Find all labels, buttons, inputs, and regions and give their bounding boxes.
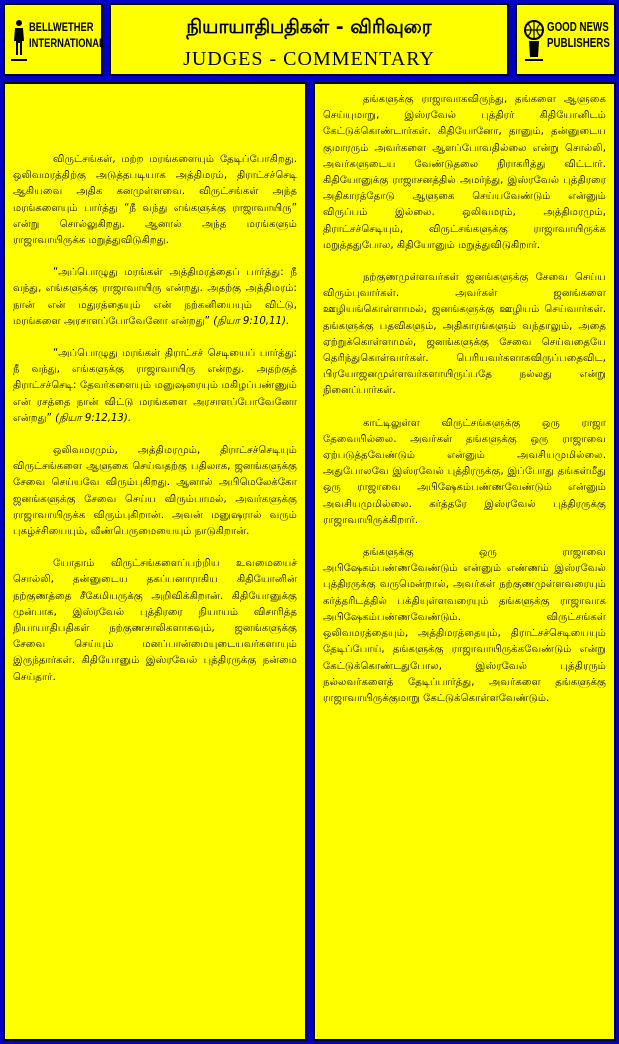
left-column	[3, 82, 307, 1041]
bellwether-logo-box	[3, 3, 103, 76]
left-paragraph-1: விருட்சங்கள், மற்ற மரங்களையும் தேடிப்போகிறது. ஒலிவமரத்திற்கு அடுத்தபடியாக அத்திமரம், திராட்சச்செடி ஆகியவை அதிக கனமுள்ளவை. விருட்சங்கள் அந்த மரங்களையும் பார்த்து “நீ வந்து எங்களுக்கு ராஜாவாயிரு” என்று சொல்லுகிறது. ஆனால் அந்த மரங்களும் ராஜாவாயிருக்க மறுத்துவிடுகிறது.	[13, 154, 297, 247]
bellwether-logo-line2: INTERNATIONAL	[29, 36, 105, 50]
left-column-text	[13, 152, 297, 1033]
good-news-logo	[517, 5, 614, 74]
right-paragraph-1: தங்களுக்கு ராஜாவாகவிருந்து, தங்களை ஆளுகை செய்யுமாறு, இஸ்ரவேல் புத்திரர் கிதியோனிடம் கேட்டுக்கொண்டார்கள். கிதியோனோ, தானும், தன்னுடைய குமாரரும் அவர்களை ஆளப்போவதில்லை என்று சொல்லி, அவர்களுடைய வேண்டுதலை நிராகரித்து விட்டார். கிதியோனுக்கு ராஜாசனத்தில் அமர்ந்து, இஸ்ரவேல் புத்திரரை அதிகாரத்தோடு ஆளுகை செய்யவேண்டும் என்னும் விருப்பம் இல்லை. ஒலிவமரம், அத்திமரமும், திராட்சச்செடியும், விருட்சங்களுக்கு ராஜாவாயிருக்க மறுத்ததுபோல, கிதியோனும் மறுத்துவிடுகிறார்.	[323, 94, 606, 251]
good-news-logo-line2: PUBLISHERS	[547, 36, 610, 50]
scripture-reference: (நியா 9:10,11).	[213, 315, 290, 327]
right-paragraph-3: காட்டிலுள்ள விருட்சங்களுக்கு ஒரு ராஜா தேவையில்லை. அவர்கள் தங்களுக்கு ஒரு ராஜாவை ஏற்படுத்தவேண்டும் என்னும் அவசியமுமில்லை. அதுபோலவே இஸ்ரவேல் புத்திரருக்கு, இப்போது தங்கள்மீது ஒரு ராஜாவை அபிஷேகம்பண்ணவேண்டும் என்னும் அவசியமுமில்லை. கர்த்தரே இஸ்ரவேல் புத்திரருக்கு ராஜாவாயிருக்கிறார்.	[323, 417, 606, 526]
right-paragraph-2: நற்குணமுள்ளவர்கள் ஜனங்களுக்கு சேவை செய்ய விரும்புவார்கள். அவர்கள் ஜனங்களை ஊழியங்கொள்ளாமல், ஜனங்களுக்கு ஊழியம் செய்வார்கள். தங்களுக்கு பதவிகளும், அதிகாரங்களும் வந்தாலும், அதை ஏற்றுக்கொள்ளாமல், ஜனங்களுக்கு சேவை செய்வதையே தெரிந்துகொள்வார்கள். பெரியவர்களாகவிருப்பதைவிட, பிரயோஜனமுள்ளவர்களாயிருப்பதே நல்லது என்று நினைப்பார்கள்.	[323, 272, 606, 397]
right-column-text	[323, 92, 606, 1033]
title-english: JUDGES - COMMENTARY	[183, 48, 435, 70]
right-paragraph-4: தங்களுக்கு ஒரு ராஜாவை அபிஷேகம்பண்ணவேண்டும் என்னும் எண்ணம் இஸ்ரவேல் புத்திரருக்கு வருமென்றால், அவர்கள் நற்குணமுள்ளவரையும் கர்த்தரிடத்தில் பக்தியுள்ளவரையும் தங்களுக்கு ராஜாவாக அபிஷேகம்பண்ணவேண்டும். விருட்சங்கள் ஒலிவமரத்தையும், அத்திமரத்தையும், திராட்சச்செடியையும் தேடிப்போய், தங்களுக்கு ராஜாவாயிருக்கவேண்டும் என்று கேட்டுக்கொண்டதுபோல, இஸ்ரவேல் புத்திரரும் நல்லவர்களைத் தேடிப்பார்த்து, அவர்களை தங்களுக்கு ராஜாவாயிருக்குமாறு கேட்டுக்கொள்ளவேண்டும்.	[323, 547, 606, 704]
left-paragraph-2: “அப்பொழுது மரங்கள் அத்திமரத்தைப் பார்த்து: நீ வந்து, எங்களுக்கு ராஜாவாயிரு என்றது. அதற்கு அத்திமரம்: நான் என் மதுரத்தையும் என் நற்கனியையும் விட்டு, மரங்களை அரசாளப்போவேனோ என்றது” (நியா 9:10,11).	[13, 267, 297, 327]
globe-figure-icon	[523, 19, 545, 61]
header-title-box	[109, 3, 509, 76]
bellwether-logo-line1: BELLWETHER	[29, 20, 94, 34]
good-news-logo-box	[515, 3, 616, 76]
bellwether-logo	[5, 5, 105, 74]
good-news-logo-line1: GOOD NEWS	[547, 20, 609, 34]
title-tamil: நியாயாதிபதிகள் - விரிவுரை	[186, 16, 432, 38]
left-paragraph-5: யோதாம் விருட்சங்களைப்பற்றிய உவமையைச் சொல்லி, தன்னுடைய தகப்பனாராகிய கிதியோனின் நற்குணத்தை சீகேமியருக்கு அறிவிக்கிறான். கிதியோனுக்கு முன்பாக, இஸ்ரவேல் புத்திரரை நியாயம் விசாரித்த நியாயாதிபதிகள் நற்குணசாலிகளாகவும், ஜனங்களுக்கு சேவை செய்யும் மனப்பான்மையுடையவர்களாயும் இருந்தார்கள். கிதியோனும் இஸ்ரவேல் புத்திரருக்கு நன்மை செய்தார்.	[13, 558, 297, 683]
right-column	[313, 82, 616, 1041]
scripture-reference: (நியா 9:12,13).	[55, 412, 132, 424]
left-paragraph-4: ஒலிவமரமும், அத்திமரமும், திராட்சச்செடியும் விருட்சங்களை ஆளுகை செய்வதற்கு பதிலாக, ஜனங்களுக்கு சேவை செய்யவே விரும்புகிறது. ஆனால் அபிமெலேக்கோ ஜனங்களுக்கு சேவை செய்ய விரும்பாமல், அவர்களுக்கு ராஜாவாயிருக்க விரும்புகிறான். அவன் மனுஷரால் வரும் புகழ்ச்சியையும், வீண்பெருமையையும் நாடுகிறான்.	[13, 445, 297, 538]
left-paragraph-3: “அப்பொழுது மரங்கள் திராட்சச் செடியைப் பார்த்து: நீ வந்து, எங்களுக்கு ராஜாவாயிரு என்றது. அதற்குத் திராட்சச்செடி: தேவர்களையும் மனுஷரையும் மகிழப்பண்ணும் என் ரசத்தை நான் விட்டு மரங்களை அரசாளப்போவேனோ என்றது” (நியா 9:12,13).	[13, 348, 297, 424]
bellwether-figure-icon	[11, 19, 27, 61]
